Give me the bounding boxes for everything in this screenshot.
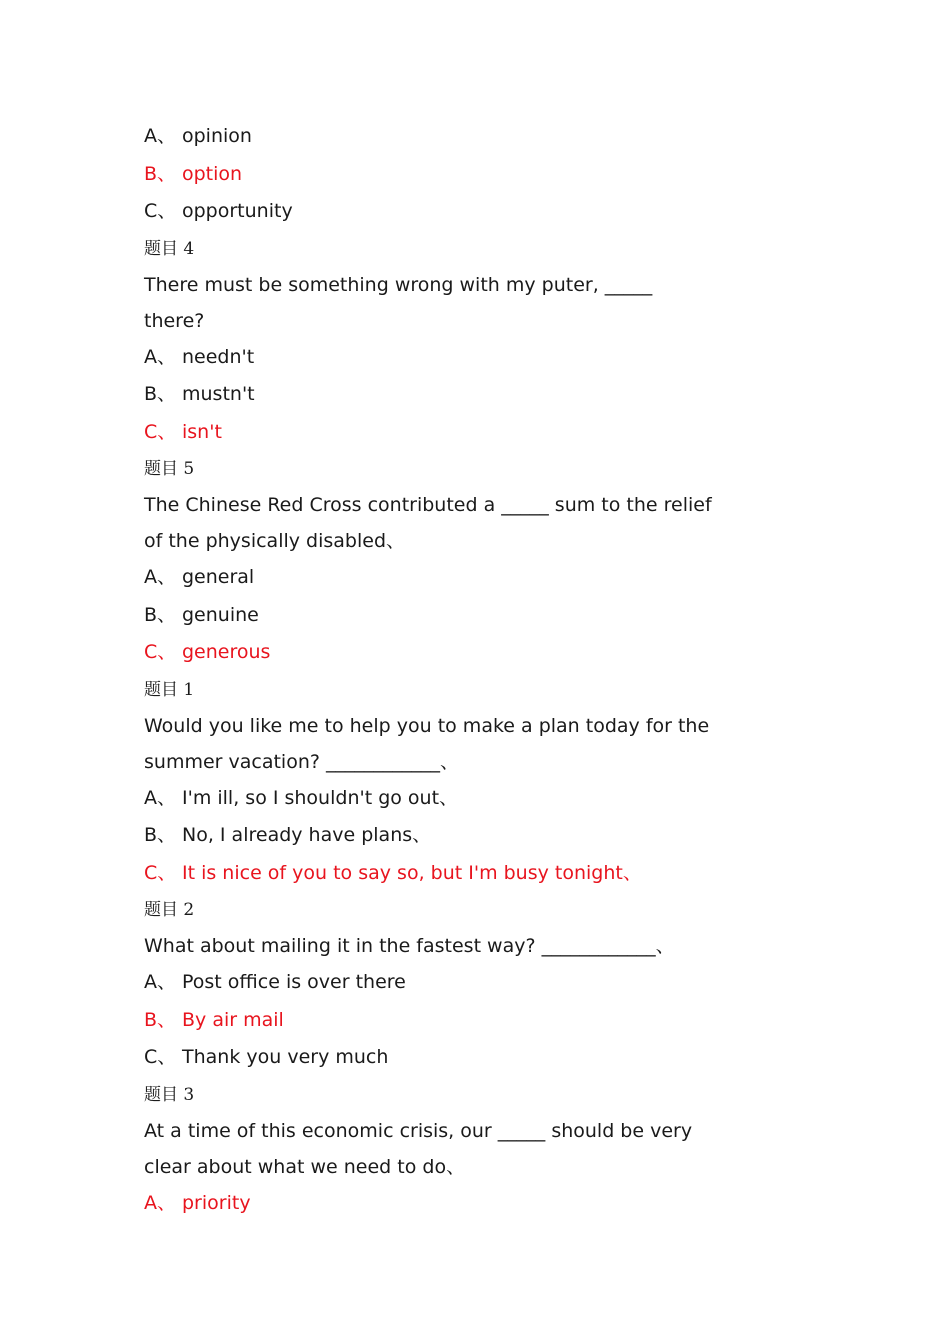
question-text-line: summer vacation? ____________、 <box>144 750 459 773</box>
option-letter: B、 <box>144 824 177 846</box>
document-page <box>144 118 744 1222</box>
option-text: needn't <box>182 345 255 368</box>
answer-option <box>144 780 744 818</box>
option-letter: B、 <box>144 383 177 405</box>
option-text: genuine <box>182 603 259 626</box>
option-text: It is nice of you to say so, but I'm busy tonight、 <box>182 861 642 884</box>
answer-option <box>144 193 744 231</box>
answer-option-correct <box>144 855 744 893</box>
option-letter: B、 <box>144 162 177 185</box>
option-letter: C、 <box>144 420 177 443</box>
question-heading: 题目 5 <box>144 459 195 479</box>
answer-option-correct <box>144 156 744 194</box>
option-letter: C、 <box>144 641 177 663</box>
option-text: mustn't <box>182 383 255 405</box>
question-heading: 题目 1 <box>144 679 195 700</box>
option-letter: B、 <box>144 1008 177 1031</box>
question-text-line: At a time of this economic crisis, our _____ should be very <box>144 1119 693 1142</box>
answer-option-correct <box>144 1002 744 1040</box>
question-text-line: What about mailing it in the fastest way? ____________、 <box>144 935 675 957</box>
question-heading: 题目 4 <box>144 238 195 259</box>
answer-option <box>144 597 744 635</box>
option-text: Thank you very much <box>182 1046 389 1068</box>
question-text-line: of the physically disabled、 <box>144 530 405 552</box>
option-letter: A、 <box>144 971 176 993</box>
option-letter: A、 <box>144 125 176 147</box>
answer-option-correct <box>144 634 744 672</box>
option-text: isn't <box>182 420 222 443</box>
option-text: opinion <box>182 125 252 147</box>
option-text: Post office is over there <box>182 971 406 993</box>
option-text: generous <box>182 641 271 663</box>
question-text-line: The Chinese Red Cross contributed a _____ sum to the relief <box>144 494 712 516</box>
answer-option <box>144 817 744 855</box>
answer-option-correct <box>144 1185 744 1223</box>
option-letter: A、 <box>144 786 176 809</box>
answer-option <box>144 376 744 414</box>
option-text: priority <box>182 1191 251 1214</box>
question-text-line: clear about what we need to do、 <box>144 1155 466 1178</box>
question-text-line: There must be something wrong with my puter, _____ <box>144 273 653 296</box>
option-letter: C、 <box>144 861 177 884</box>
question-heading: 题目 2 <box>144 900 195 920</box>
option-text: No, I already have plans、 <box>182 824 432 846</box>
option-text: opportunity <box>182 200 293 222</box>
option-letter: A、 <box>144 566 176 588</box>
answer-option <box>144 1039 744 1077</box>
question-heading: 题目 3 <box>144 1084 195 1105</box>
option-letter: C、 <box>144 1046 177 1068</box>
question-text-line: there? <box>144 309 205 332</box>
option-text: general <box>182 566 255 588</box>
option-text: I'm ill, so I shouldn't go out、 <box>182 786 459 809</box>
answer-option <box>144 964 744 1002</box>
option-letter: C、 <box>144 200 177 222</box>
option-letter: A、 <box>144 345 176 368</box>
option-letter: B、 <box>144 603 177 626</box>
option-letter: A、 <box>144 1191 176 1214</box>
answer-option <box>144 559 744 597</box>
option-text: option <box>182 162 243 185</box>
option-text: By air mail <box>182 1008 284 1031</box>
answer-option <box>144 339 744 377</box>
answer-option <box>144 118 744 156</box>
question-text-line: Would you like me to help you to make a plan today for the <box>144 714 710 737</box>
answer-option-correct <box>144 414 744 452</box>
